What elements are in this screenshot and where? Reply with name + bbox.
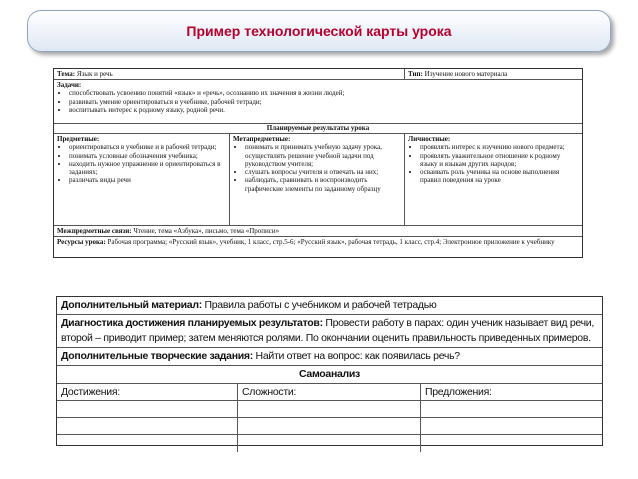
personal-item: • проявлять уважительное отношение к родному языку и языкам других народов; (420, 152, 579, 169)
theme-label: Тема: (57, 70, 76, 78)
extra-material-label: Дополнительный материал: (61, 299, 202, 311)
meta-item: • слушать вопросы учителя и отвечать на них; (245, 168, 401, 176)
self-analysis-heading-row (57, 366, 602, 384)
planned-results-heading: Планируемые результаты урока (266, 124, 370, 132)
meta-item: • понимать и принимать учебную задачу урока, осуществлять решение учебной задачи под руководством учителя; (245, 143, 401, 168)
theme-cell (54, 69, 404, 79)
empty-cell (57, 418, 237, 434)
subject-item: • ориентироваться в учебнике и в рабочей тетради; (69, 143, 226, 151)
tasks-list (57, 89, 579, 114)
empty-cell (420, 401, 602, 417)
self-analysis-empty-row (57, 435, 602, 452)
self-analysis-empty-row (57, 418, 602, 435)
theme-value: Язык и речь (75, 70, 113, 78)
empty-cell (57, 401, 237, 417)
diagnostics-row (57, 315, 602, 348)
results-row (54, 134, 582, 226)
achievements-header: Достижения: (61, 386, 120, 398)
empty-cell (237, 401, 420, 417)
slide-title-bar (27, 10, 611, 52)
self-analysis-header-row (57, 384, 602, 401)
personal-results (404, 134, 582, 225)
resources-value: Рабочая программа; «Русский язык», учебник, 1 класс, стр.5-6; «Русский язык», рабочая тетрадь, 1 класс, стр.4; Электронное приложение к учебнику (105, 238, 555, 246)
empty-cell (57, 435, 237, 452)
meta-item: • наблюдать, сравнивать и воспроизводить графические элементы по заданному образцу (245, 176, 401, 193)
meta-heading: Метапредметные: (233, 135, 291, 143)
diagnostics-value: Провести работу в парах: один ученик называет вид речи, второй – приводит пример; затем меняются ролями. По окончании оценить правильность приведенных примеров. (61, 317, 594, 344)
creative-value: Найти ответ на вопрос: как появилась речь? (252, 350, 460, 362)
personal-heading: Личностные: (408, 135, 451, 143)
interdisciplinary-label: Межпредметные связи: (57, 227, 132, 235)
subject-item: • понимать условные обозначения учебника; (69, 152, 226, 160)
difficulties-header: Сложности: (237, 384, 420, 400)
tasks-row (54, 80, 582, 124)
task-item: • воспитывать интерес к родному языку, родной речи. (69, 106, 579, 114)
empty-cell (237, 435, 420, 452)
suggestions-header: Предложения: (420, 384, 602, 400)
lesson-map-table (53, 68, 583, 258)
empty-cell (420, 435, 602, 452)
type-value: Изучение нового материала (422, 70, 508, 78)
tasks-label: Задачи: (57, 81, 82, 89)
extra-material-value: Правила работы с учебником и рабочей тетрадью (201, 299, 437, 311)
interdisciplinary-row (54, 226, 582, 237)
creative-tasks-row (57, 348, 602, 366)
interdisciplinary-value: Чтение, тема «Азбука», письмо, тема «Прописи» (131, 227, 280, 235)
subject-results (54, 134, 229, 225)
resources-row (54, 237, 582, 247)
lesson-map-continuation-table (56, 296, 603, 446)
slide-title: Пример технологической карты урока (186, 23, 452, 39)
creative-label: Дополнительные творческие задания: (61, 350, 253, 362)
theme-row (54, 69, 582, 80)
diagnostics-label: Диагностика достижения планируемых результатов: (61, 317, 323, 329)
empty-cell (237, 418, 420, 434)
self-analysis-heading: Самоанализ (299, 368, 360, 380)
personal-item: • проявлять интерес к изучению нового предмета; (420, 143, 579, 151)
self-analysis-empty-row (57, 401, 602, 418)
subject-item: • находить нужное упражнение и ориентироваться в заданиях; (69, 160, 226, 177)
empty-cell (420, 418, 602, 434)
task-item: • развивать умение ориентироваться в учебнике, рабочей тетради; (69, 98, 579, 106)
resources-label: Ресурсы урока: (57, 238, 106, 246)
task-item: • способствовать усвоению понятий «язык» и «речь», осознанию их значения в жизни людей; (69, 89, 579, 97)
meta-results (229, 134, 404, 225)
subject-item: • различать виды речи (69, 176, 226, 184)
extra-material-row (57, 297, 602, 315)
planned-results-heading-row (54, 124, 582, 134)
type-cell (404, 69, 582, 79)
personal-item: • осваивать роль ученика на основе выполнения правил поведения на уроке (420, 168, 579, 185)
type-label: Тип: (408, 70, 423, 78)
subject-heading: Предметные: (57, 135, 100, 143)
